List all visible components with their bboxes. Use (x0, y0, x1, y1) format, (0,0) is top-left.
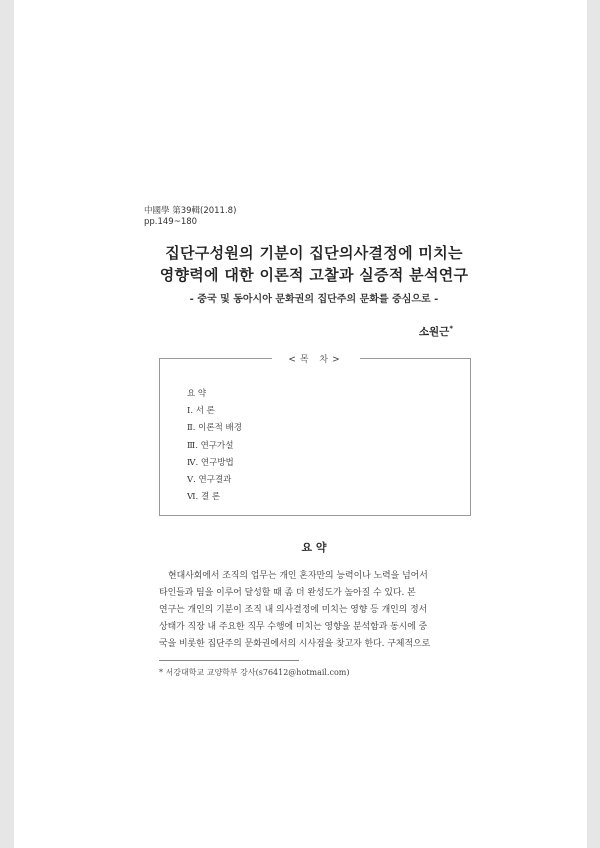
title-line-1: 집단구성원의 기분이 집단의사결정에 미치는 (165, 244, 463, 262)
toc-item: Ⅰ. 서 론 (187, 406, 215, 417)
toc-item: Ⅱ. 이론적 배경 (187, 423, 242, 434)
footnote-divider (159, 660, 299, 661)
footnote: * 서강대학교 교양학부 강사(s76412@hotmail.com) (159, 668, 350, 677)
journal-info (144, 206, 236, 228)
table-of-contents (159, 355, 471, 516)
toc-heading: <목 차> (272, 352, 360, 365)
journal-pages: pp.149~180 (144, 217, 198, 227)
title-line-2: 영향력에 대한 이론적 고찰과 실증적 분석연구 (159, 266, 469, 284)
abstract-text (159, 568, 471, 653)
paper-page (14, 0, 587, 848)
abstract-line: 타인들과 팀을 이루어 달성할 때 좀 더 완성도가 높아질 수 있다. 본 (159, 588, 416, 598)
journal-volume: 中國學 第39輯(2011.8) (144, 206, 237, 216)
subtitle: - 중국 및 동아시아 문화권의 집단주의 문화를 중심으로 - (189, 294, 439, 305)
toc-item: Ⅳ. 연구방법 (187, 457, 234, 468)
toc-item: Ⅵ. 결 론 (187, 492, 221, 503)
author-footnote-mark: * (449, 324, 453, 333)
abstract-line: 연구는 개인의 기분이 조직 내 의사결정에 미치는 영향 등 개인의 정서 (159, 605, 428, 615)
toc-item: Ⅴ. 연구결과 (187, 475, 232, 486)
author-name: 소원근 (418, 326, 450, 338)
toc-item: Ⅲ. 연구가설 (187, 440, 234, 451)
toc-list (187, 386, 242, 506)
author (419, 324, 453, 339)
abstract-line: 상태가 직장 내 주요한 직무 수행에 미치는 영향을 분석함과 동시에 중 (159, 622, 428, 632)
abstract-line: 국을 비롯한 집단주의 문화권에서의 시사점을 찾고자 한다. 구체적으로 (159, 639, 431, 649)
abstract-heading: 요 약 (301, 541, 327, 554)
toc-item: 요 약 (187, 389, 207, 399)
abstract-line: 현대사회에서 조직의 업무는 개인 혼자만의 능력이나 노력을 넘어서 (168, 571, 428, 581)
